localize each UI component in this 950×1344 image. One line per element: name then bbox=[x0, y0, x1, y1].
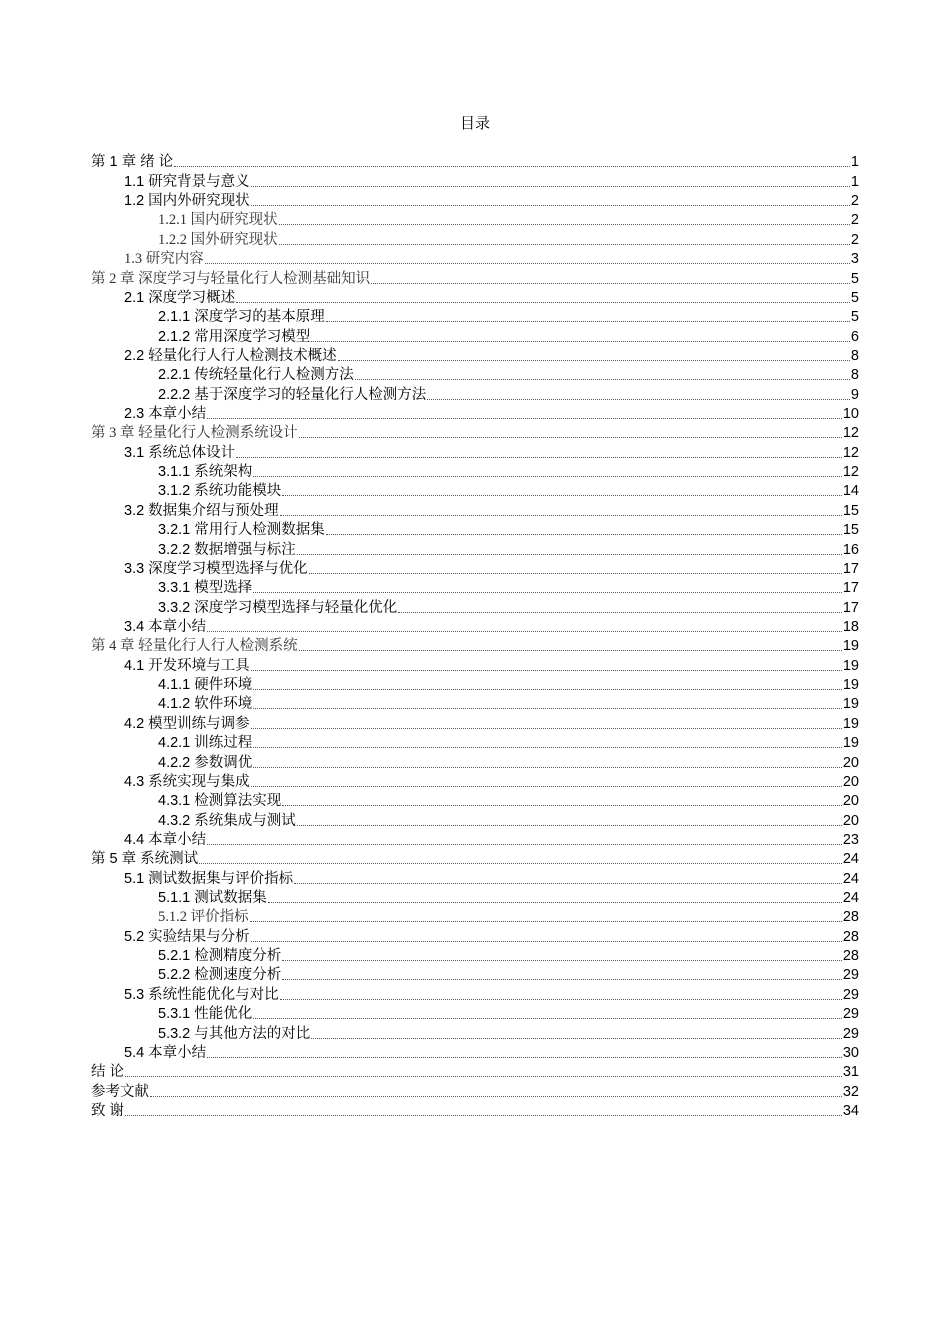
toc-entry-page-number: 17 bbox=[842, 599, 859, 616]
toc-entry-page-number: 8 bbox=[850, 347, 859, 364]
dot-leader bbox=[253, 707, 842, 709]
toc-entry-label: 1.2 国内外研究现状 bbox=[124, 193, 250, 210]
dot-leader bbox=[253, 746, 842, 748]
toc-entry-label: 4.2.1 训练过程 bbox=[158, 735, 253, 752]
toc-entry-page-number: 29 bbox=[842, 1025, 859, 1042]
toc-entry[interactable] bbox=[91, 520, 859, 539]
toc-entry[interactable] bbox=[91, 423, 859, 442]
toc-entry-label: 2.2.1 传统轻量化行人检测方法 bbox=[158, 367, 354, 384]
toc-entry[interactable] bbox=[91, 772, 859, 791]
toc-entry-label: 5.1.1 测试数据集 bbox=[158, 890, 267, 907]
toc-entry-page-number: 5 bbox=[850, 270, 859, 287]
toc-entry[interactable] bbox=[91, 268, 859, 287]
toc-entry-page-number: 1 bbox=[850, 154, 859, 171]
toc-entry-label: 4.4 本章小结 bbox=[124, 831, 207, 848]
dot-leader bbox=[251, 185, 850, 187]
toc-entry-page-number: 3 bbox=[850, 251, 859, 268]
dot-leader bbox=[371, 282, 850, 284]
toc-entry-page-number: 9 bbox=[850, 386, 859, 403]
dot-leader bbox=[279, 243, 850, 245]
toc-entry[interactable] bbox=[91, 1101, 859, 1120]
toc-entry-page-number: 29 bbox=[842, 967, 859, 984]
toc-entry[interactable] bbox=[91, 733, 859, 752]
toc-entry-label: 4.2 模型训练与调参 bbox=[124, 715, 250, 732]
dot-leader bbox=[326, 533, 842, 535]
toc-entry-label: 2.3 本章小结 bbox=[124, 406, 207, 423]
dot-leader bbox=[427, 398, 850, 400]
toc-entry-label: 4.2.2 参数调优 bbox=[158, 754, 253, 771]
toc-entry-page-number: 23 bbox=[842, 831, 859, 848]
dot-leader bbox=[282, 959, 842, 961]
dot-leader bbox=[207, 630, 842, 632]
toc-entry-page-number: 5 bbox=[850, 289, 859, 306]
toc-entry-label: 1.2.2 国外研究现状 bbox=[158, 231, 278, 248]
toc-entry-page-number: 28 bbox=[842, 928, 859, 945]
toc-entry-page-number: 28 bbox=[842, 948, 859, 965]
toc-entry-page-number: 30 bbox=[842, 1044, 859, 1061]
toc-entry-label: 2.2.2 基于深度学习的轻量化行人检测方法 bbox=[158, 386, 427, 403]
toc-entry[interactable] bbox=[91, 888, 859, 907]
dot-leader bbox=[150, 1095, 842, 1097]
toc-entry[interactable] bbox=[91, 791, 859, 810]
dot-leader bbox=[398, 611, 842, 613]
toc-entry[interactable] bbox=[91, 384, 859, 403]
toc-entry-page-number: 1 bbox=[850, 173, 859, 190]
toc-entry-label: 4.3 系统实现与集成 bbox=[124, 773, 250, 790]
toc-entry-page-number: 34 bbox=[842, 1102, 859, 1119]
dot-leader bbox=[251, 669, 842, 671]
toc-entry[interactable] bbox=[91, 675, 859, 694]
toc-entry-label: 5.1.2 评价指标 bbox=[158, 909, 249, 926]
dot-leader bbox=[125, 1114, 842, 1116]
toc-entry[interactable] bbox=[91, 830, 859, 849]
toc-entry[interactable] bbox=[91, 965, 859, 984]
toc-entry-page-number: 32 bbox=[842, 1083, 859, 1100]
toc-entry-page-number: 17 bbox=[842, 580, 859, 597]
toc-entry[interactable] bbox=[91, 984, 859, 1003]
toc-entry-label: 4.1 开发环境与工具 bbox=[124, 657, 250, 674]
toc-entry[interactable] bbox=[91, 442, 859, 461]
toc-entry-page-number: 29 bbox=[842, 986, 859, 1003]
dot-leader bbox=[236, 301, 850, 303]
dot-leader bbox=[251, 785, 842, 787]
toc-entry[interactable] bbox=[91, 617, 859, 636]
toc-entry-page-number: 31 bbox=[842, 1064, 859, 1081]
toc-entry-page-number: 2 bbox=[850, 212, 859, 229]
toc-entry[interactable] bbox=[91, 1043, 859, 1062]
toc-entry[interactable] bbox=[91, 1081, 859, 1100]
dot-leader bbox=[311, 340, 850, 342]
dot-leader bbox=[299, 436, 842, 438]
toc-entry-page-number: 28 bbox=[842, 909, 859, 926]
toc-entry-page-number: 19 bbox=[842, 638, 859, 655]
toc-entry-page-number: 20 bbox=[842, 793, 859, 810]
dot-leader bbox=[253, 591, 842, 593]
dot-leader bbox=[280, 514, 842, 516]
dot-leader bbox=[279, 223, 850, 225]
dot-leader bbox=[253, 688, 842, 690]
dot-leader bbox=[125, 1075, 842, 1077]
toc-entry[interactable] bbox=[91, 365, 859, 384]
dot-leader bbox=[297, 824, 842, 826]
toc-entry-page-number: 2 bbox=[850, 231, 859, 248]
toc-entry-page-number: 15 bbox=[842, 502, 859, 519]
toc-entry-label: 4.1.1 硬件环境 bbox=[158, 677, 253, 694]
dot-leader bbox=[355, 378, 850, 380]
toc-entry[interactable] bbox=[91, 346, 859, 365]
toc-entry-label: 5.4 本章小结 bbox=[124, 1044, 207, 1061]
toc-entry[interactable] bbox=[91, 578, 859, 597]
toc-entry[interactable] bbox=[91, 500, 859, 519]
toc-entry[interactable] bbox=[91, 462, 859, 481]
dot-leader bbox=[253, 766, 842, 768]
toc-entry-label: 3.3.1 模型选择 bbox=[158, 580, 253, 597]
toc-entry[interactable] bbox=[91, 1004, 859, 1023]
dot-leader bbox=[207, 843, 842, 845]
toc-entry-label: 第 2 章 深度学习与轻量化行人检测基础知识 bbox=[91, 270, 371, 287]
toc-entry-label: 5.2.2 检测速度分析 bbox=[158, 967, 282, 984]
toc-entry-page-number: 12 bbox=[842, 444, 859, 461]
toc-entry[interactable] bbox=[91, 152, 859, 171]
toc-entry-label: 3.2 数据集介绍与预处理 bbox=[124, 502, 279, 519]
toc-entry-label: 5.3.2 与其他方法的对比 bbox=[158, 1025, 311, 1042]
toc-title: 目录 bbox=[459, 116, 490, 132]
toc-entry-label: 2.2 轻量化行人行人检测技术概述 bbox=[124, 347, 337, 364]
toc-entry-page-number: 29 bbox=[842, 1006, 859, 1023]
toc-entry-label: 5.2 实验结果与分析 bbox=[124, 928, 250, 945]
toc-entry-page-number: 17 bbox=[842, 560, 859, 577]
toc-entry-label: 参考文献 bbox=[91, 1083, 149, 1100]
dot-leader bbox=[253, 1017, 842, 1019]
dot-leader bbox=[280, 998, 842, 1000]
dot-leader bbox=[326, 320, 850, 322]
toc-entry-page-number: 24 bbox=[842, 890, 859, 907]
toc-entry-page-number: 20 bbox=[842, 812, 859, 829]
toc-entry[interactable] bbox=[91, 210, 859, 229]
dot-leader bbox=[297, 553, 842, 555]
toc-entry[interactable] bbox=[91, 907, 859, 926]
dot-leader bbox=[282, 494, 842, 496]
dot-leader bbox=[338, 359, 850, 361]
toc-entry[interactable] bbox=[91, 326, 859, 345]
toc-entry-page-number: 16 bbox=[842, 541, 859, 558]
dot-leader bbox=[268, 901, 842, 903]
toc-entry-page-number: 19 bbox=[842, 715, 859, 732]
toc-entry-page-number: 10 bbox=[842, 406, 859, 423]
toc-entry[interactable] bbox=[91, 229, 859, 248]
toc-entry-label: 3.1.1 系统架构 bbox=[158, 464, 253, 481]
dot-leader bbox=[251, 940, 842, 942]
dot-leader bbox=[299, 649, 842, 651]
toc-entry-page-number: 20 bbox=[842, 773, 859, 790]
toc-entry-label: 3.1.2 系统功能模块 bbox=[158, 483, 282, 500]
toc-entry[interactable] bbox=[91, 1023, 859, 1042]
toc-entry-label: 3.1 系统总体设计 bbox=[124, 444, 236, 461]
toc-entry-label: 5.3 系统性能优化与对比 bbox=[124, 986, 279, 1003]
toc-entry[interactable] bbox=[91, 810, 859, 829]
dot-leader bbox=[294, 882, 842, 884]
toc-entry[interactable] bbox=[91, 249, 859, 268]
toc-entry-label: 1.3 研究内容 bbox=[124, 251, 204, 268]
toc-entry[interactable] bbox=[91, 481, 859, 500]
dot-leader bbox=[251, 727, 842, 729]
toc-entry-label: 2.1 深度学习概述 bbox=[124, 289, 236, 306]
toc-entry-label: 致 谢 bbox=[91, 1102, 125, 1119]
toc-entry-page-number: 12 bbox=[842, 464, 859, 481]
toc-entry-page-number: 18 bbox=[842, 618, 859, 635]
dot-leader bbox=[309, 572, 842, 574]
dot-leader bbox=[253, 475, 842, 477]
toc-entry[interactable] bbox=[91, 559, 859, 578]
dot-leader bbox=[282, 804, 842, 806]
toc-entry-label: 3.3.2 深度学习模型选择与轻量化优化 bbox=[158, 599, 398, 616]
toc-entry-page-number: 19 bbox=[842, 735, 859, 752]
dot-leader bbox=[236, 456, 842, 458]
toc-entry[interactable] bbox=[91, 288, 859, 307]
toc-entry[interactable] bbox=[91, 926, 859, 945]
toc-entry-label: 4.3.2 系统集成与测试 bbox=[158, 812, 296, 829]
toc-entry-label: 3.4 本章小结 bbox=[124, 618, 207, 635]
toc-entry-page-number: 5 bbox=[850, 309, 859, 326]
toc-entry-page-number: 15 bbox=[842, 522, 859, 539]
toc-entry-label: 3.3 深度学习模型选择与优化 bbox=[124, 560, 308, 577]
toc-entry[interactable] bbox=[91, 307, 859, 326]
toc-entry[interactable] bbox=[91, 849, 859, 868]
toc-entry-label: 3.2.1 常用行人检测数据集 bbox=[158, 522, 325, 539]
toc-entry-page-number: 19 bbox=[842, 657, 859, 674]
toc-entry-label: 1.1 研究背景与意义 bbox=[124, 173, 250, 190]
toc-entry[interactable] bbox=[91, 1062, 859, 1081]
toc-entry-label: 1.2.1 国内研究现状 bbox=[158, 212, 278, 229]
dot-leader bbox=[311, 1037, 842, 1039]
toc-entry-page-number: 6 bbox=[850, 328, 859, 345]
toc-entry[interactable] bbox=[91, 868, 859, 887]
toc-entry-label: 第 1 章 绪 论 bbox=[91, 154, 174, 171]
toc-entry[interactable] bbox=[91, 171, 859, 190]
toc-entry[interactable] bbox=[91, 713, 859, 732]
dot-leader bbox=[251, 204, 850, 206]
dot-leader bbox=[250, 920, 842, 922]
toc-entry[interactable] bbox=[91, 655, 859, 674]
dot-leader bbox=[174, 165, 850, 167]
dot-leader bbox=[207, 1056, 842, 1058]
toc-entry-label: 4.3.1 检测算法实现 bbox=[158, 793, 282, 810]
toc-entry-label: 第 5 章 系统测试 bbox=[91, 851, 199, 868]
toc-entry-page-number: 2 bbox=[850, 193, 859, 210]
toc-entry-label: 第 4 章 轻量化行人行人检测系统 bbox=[91, 638, 298, 655]
toc-entry-page-number: 19 bbox=[842, 677, 859, 694]
toc-entry-page-number: 24 bbox=[842, 870, 859, 887]
toc-entry[interactable] bbox=[91, 191, 859, 210]
toc-entry-label: 5.1 测试数据集与评价指标 bbox=[124, 870, 294, 887]
toc-entry-page-number: 20 bbox=[842, 754, 859, 771]
dot-leader bbox=[199, 862, 842, 864]
toc-entry-label: 3.2.2 数据增强与标注 bbox=[158, 541, 296, 558]
toc-entry[interactable] bbox=[91, 597, 859, 616]
toc-entry-label: 结 论 bbox=[91, 1064, 125, 1081]
toc-entry-label: 5.2.1 检测精度分析 bbox=[158, 948, 282, 965]
toc-entry-page-number: 12 bbox=[842, 425, 859, 442]
toc-entry[interactable] bbox=[91, 404, 859, 423]
toc-entry-page-number: 14 bbox=[842, 483, 859, 500]
dot-leader bbox=[282, 978, 842, 980]
toc-entry-label: 第 3 章 轻量化行人检测系统设计 bbox=[91, 425, 298, 442]
toc-entry-page-number: 8 bbox=[850, 367, 859, 384]
toc-entry-label: 2.1.1 深度学习的基本原理 bbox=[158, 309, 325, 326]
dot-leader bbox=[207, 417, 842, 419]
toc-entry-page-number: 24 bbox=[842, 851, 859, 868]
toc-entry[interactable] bbox=[91, 694, 859, 713]
table-of-contents bbox=[91, 152, 859, 1120]
toc-entry-page-number: 19 bbox=[842, 696, 859, 713]
toc-entry[interactable] bbox=[91, 636, 859, 655]
toc-entry[interactable] bbox=[91, 946, 859, 965]
dot-leader bbox=[205, 262, 850, 264]
toc-entry-label: 5.3.1 性能优化 bbox=[158, 1006, 253, 1023]
toc-entry-label: 2.1.2 常用深度学习模型 bbox=[158, 328, 311, 345]
toc-entry-label: 4.1.2 软件环境 bbox=[158, 696, 253, 713]
toc-entry[interactable] bbox=[91, 539, 859, 558]
toc-entry[interactable] bbox=[91, 752, 859, 771]
